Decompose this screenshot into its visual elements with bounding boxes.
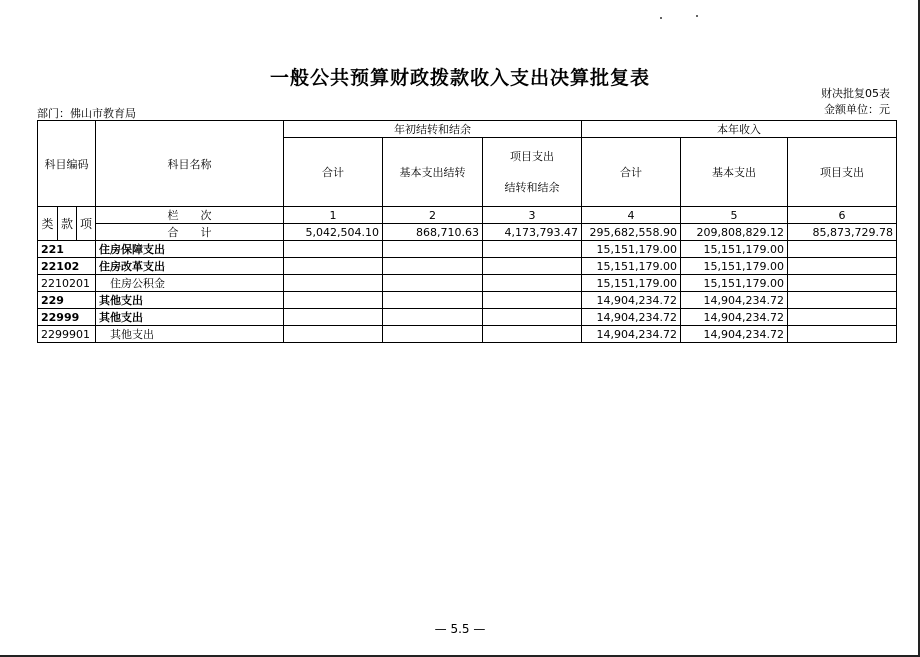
row-value: [788, 309, 897, 326]
row-value: [284, 326, 383, 343]
row-value: 14,904,234.72: [582, 326, 681, 343]
header-kuan: 款: [58, 207, 77, 241]
header-col-total-income: 合计: [582, 138, 681, 207]
row-value: [383, 292, 483, 309]
lanci-label: 栏 次: [96, 207, 284, 224]
row-code: 22102: [38, 258, 96, 275]
row-value: [788, 326, 897, 343]
total-value: 209,808,829.12: [681, 224, 788, 241]
row-code: 2210201: [38, 275, 96, 292]
row-name: 住房保障支出: [96, 241, 284, 258]
row-value: [788, 275, 897, 292]
table-row: [38, 275, 897, 292]
row-value: [383, 326, 483, 343]
row-value: 14,904,234.72: [681, 292, 788, 309]
row-value: [383, 275, 483, 292]
total-value: 4,173,793.47: [483, 224, 582, 241]
row-name: 住房改革支出: [96, 258, 284, 275]
row-value: 14,904,234.72: [681, 309, 788, 326]
col-num-2: 2: [383, 207, 483, 224]
col-num-6: 6: [788, 207, 897, 224]
table-row: [38, 292, 897, 309]
row-code: 221: [38, 241, 96, 258]
header-col-basic-carry: 基本支出结转: [383, 138, 483, 207]
row-value: [788, 258, 897, 275]
form-number: 财决批复05表: [821, 87, 890, 100]
total-value: 5,042,504.10: [284, 224, 383, 241]
table-row: [38, 241, 897, 258]
row-value: 15,151,179.00: [681, 241, 788, 258]
header-group-begin: 年初结转和结余: [284, 121, 582, 138]
row-value: 15,151,179.00: [582, 241, 681, 258]
row-value: 14,904,234.72: [582, 292, 681, 309]
col-num-4: 4: [582, 207, 681, 224]
row-value: [483, 309, 582, 326]
department-label: 部门：佛山市教育局: [37, 107, 136, 120]
table-row: [38, 258, 897, 275]
total-value: 85,873,729.78: [788, 224, 897, 241]
row-value: [383, 258, 483, 275]
scan-speck: [660, 17, 662, 19]
row-code: 229: [38, 292, 96, 309]
budget-table: [37, 120, 897, 343]
currency-unit: 金额单位：元: [824, 103, 890, 116]
row-name: 其他支出: [96, 309, 284, 326]
header-name: 科目名称: [96, 121, 284, 207]
row-value: 14,904,234.72: [582, 309, 681, 326]
row-value: [483, 292, 582, 309]
row-value: [284, 258, 383, 275]
document-title: 一般公共预算财政拨款收入支出决算批复表: [269, 67, 650, 89]
row-value: [284, 292, 383, 309]
header-col-basic: 基本支出: [681, 138, 788, 207]
row-value: [788, 292, 897, 309]
row-value: [284, 241, 383, 258]
row-name: 住房公积金: [96, 275, 284, 292]
row-code: 2299901: [38, 326, 96, 343]
row-value: 15,151,179.00: [582, 258, 681, 275]
header-row-lanci: [38, 207, 897, 224]
header-lei: 类: [38, 207, 58, 241]
total-value: 295,682,558.90: [582, 224, 681, 241]
row-name: 其他支出: [96, 292, 284, 309]
header-group-income: 本年收入: [582, 121, 897, 138]
row-value: 15,151,179.00: [681, 258, 788, 275]
table-row: [38, 309, 897, 326]
col-num-1: 1: [284, 207, 383, 224]
row-value: 15,151,179.00: [582, 275, 681, 292]
row-name: 其他支出: [96, 326, 284, 343]
row-value: [483, 258, 582, 275]
page-number: — 5.5 —: [434, 622, 486, 636]
header-col-total-begin: 合计: [284, 138, 383, 207]
header-col-project-line1: 项目支出: [510, 150, 554, 163]
header-col-project: 项目支出: [788, 138, 897, 207]
col-num-5: 5: [681, 207, 788, 224]
header-row-groups: [38, 121, 897, 138]
scan-speck: [696, 15, 698, 17]
row-value: [483, 326, 582, 343]
row-code: 22999: [38, 309, 96, 326]
row-value: [284, 309, 383, 326]
row-value: [788, 241, 897, 258]
header-code: 科目编码: [38, 121, 96, 207]
row-value: [383, 309, 483, 326]
total-row: [38, 224, 897, 241]
total-label: 合 计: [96, 224, 284, 241]
row-value: [483, 275, 582, 292]
table-row: [38, 326, 897, 343]
header-xiang: 项: [77, 207, 96, 241]
header-col-project-carry: [483, 138, 582, 207]
total-value: 868,710.63: [383, 224, 483, 241]
row-value: [483, 241, 582, 258]
header-col-project-line2: 结转和结余: [504, 181, 560, 194]
row-value: 14,904,234.72: [681, 326, 788, 343]
col-num-3: 3: [483, 207, 582, 224]
row-value: [284, 275, 383, 292]
row-value: [383, 241, 483, 258]
row-value: 15,151,179.00: [681, 275, 788, 292]
